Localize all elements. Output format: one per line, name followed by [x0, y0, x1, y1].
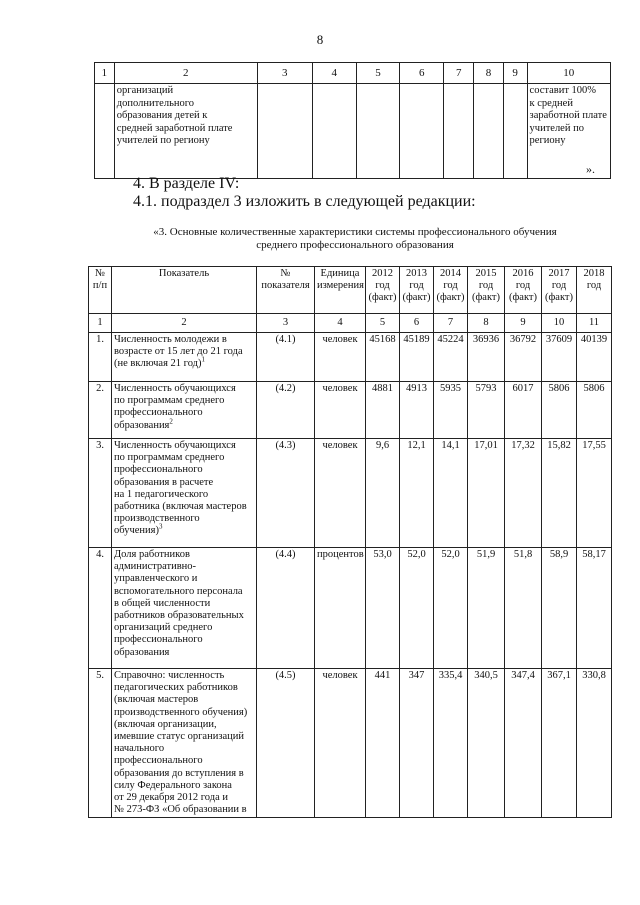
value-cell: 36792	[505, 333, 542, 382]
header-year: 2015 год (факт)	[468, 267, 505, 314]
indicator-cell	[112, 669, 257, 818]
indicator-cell	[112, 548, 257, 669]
col-number: 6	[400, 314, 434, 333]
value-cell: 53,0	[366, 548, 400, 669]
indicators-table	[88, 266, 612, 818]
header-year: 2012 год (факт)	[366, 267, 400, 314]
table-cell	[474, 84, 503, 179]
value-cell: 367,1	[542, 669, 577, 818]
code-cell: (4.1)	[257, 333, 315, 382]
subsection-heading: 4.1. подраздел 3 изложить в следующей редакции:	[133, 193, 476, 210]
header-unit: Единица измерения	[315, 267, 366, 314]
indicator-text: Численность обучающихся по программам среднего профессионального образования в расчете на 1 педагогического работника (включая мастеров производственного обучения)	[114, 440, 247, 537]
table-title-line: «3. Основные количественные характеристики системы профессионального обучения	[153, 226, 557, 238]
value-cell: 347,4	[505, 669, 542, 818]
row-num: 5.	[89, 669, 112, 818]
indicator-text: Справочно: численность педагогических работников (включая мастеров производственного обучения) (включая организации, имевшие статус организаций начального профессионального образования до вступления в силу Федерального закона от 29 декабря 2012 года и № 273-ФЗ «Об образовании в	[114, 670, 248, 816]
value-cell: 5793	[468, 382, 505, 439]
closing-quote: ».	[586, 162, 595, 176]
col-number: 1	[89, 314, 112, 333]
table-row	[89, 548, 612, 669]
table-row	[89, 382, 612, 439]
table1-col-number: 8	[474, 63, 503, 84]
value-cell: 441	[366, 669, 400, 818]
table1-col-number: 10	[527, 63, 610, 84]
section-heading: 4. В разделе IV:	[133, 175, 240, 192]
header-code: № показателя	[257, 267, 315, 314]
table-cell	[444, 84, 474, 179]
value-cell: 40139	[577, 333, 612, 382]
table-row	[95, 84, 611, 179]
header-num: № п/п	[89, 267, 112, 314]
value-cell: 340,5	[468, 669, 505, 818]
value-cell: 45224	[434, 333, 468, 382]
code-cell: (4.4)	[257, 548, 315, 669]
value-cell: 58,9	[542, 548, 577, 669]
table2-column-numbers	[89, 314, 612, 333]
col-number: 10	[542, 314, 577, 333]
table2-header-row	[89, 267, 612, 314]
unit-cell: человек	[315, 333, 366, 382]
value-cell: 52,0	[400, 548, 434, 669]
unit-cell: человек	[315, 382, 366, 439]
value-cell: 52,0	[434, 548, 468, 669]
value-cell: 51,9	[468, 548, 505, 669]
header-year: 2017 год (факт)	[542, 267, 577, 314]
value-cell: 335,4	[434, 669, 468, 818]
value-cell: 58,17	[577, 548, 612, 669]
page-number: 8	[316, 32, 324, 47]
value-cell: 15,82	[542, 439, 577, 548]
value-cell: 36936	[468, 333, 505, 382]
indicator-cell	[112, 382, 257, 439]
table1-col-number: 9	[503, 63, 527, 84]
header-indicator: Показатель	[112, 267, 257, 314]
footnote-ref: 3	[158, 522, 163, 531]
code-cell: (4.3)	[257, 439, 315, 548]
table-cell	[312, 84, 356, 179]
unit-cell: процентов	[315, 548, 366, 669]
table1-col-number: 7	[444, 63, 474, 84]
table-title	[120, 226, 590, 252]
table-title-line: среднего профессионального образования	[256, 239, 454, 251]
value-cell: 14,1	[434, 439, 468, 548]
value-cell: 51,8	[505, 548, 542, 669]
unit-cell: человек	[315, 439, 366, 548]
table1-col-number: 2	[114, 63, 257, 84]
header-year: 2016 год (факт)	[505, 267, 542, 314]
table-cell	[400, 84, 444, 179]
col-number: 9	[505, 314, 542, 333]
header-year: 2013 год (факт)	[400, 267, 434, 314]
row-num: 1.	[89, 333, 112, 382]
table1-col-number: 6	[400, 63, 444, 84]
code-cell: (4.2)	[257, 382, 315, 439]
indicator-cell	[112, 333, 257, 382]
row-num: 3.	[89, 439, 112, 548]
table1-col-number: 1	[95, 63, 115, 84]
col-number: 7	[434, 314, 468, 333]
value-cell: 330,8	[577, 669, 612, 818]
value-cell: 347	[400, 669, 434, 818]
value-cell: 45168	[366, 333, 400, 382]
table-row	[89, 333, 612, 382]
col-number: 11	[577, 314, 612, 333]
continued-table	[94, 62, 611, 179]
table-cell	[356, 84, 400, 179]
col-number: 4	[315, 314, 366, 333]
header-year: 2018 год	[577, 267, 612, 314]
indicator-text: Численность обучающихся по программам среднего профессионального образования	[114, 383, 236, 431]
value-cell: 5806	[542, 382, 577, 439]
col-number: 8	[468, 314, 505, 333]
table1-header-row	[95, 63, 611, 84]
value-cell: 17,32	[505, 439, 542, 548]
value-cell: 9,6	[366, 439, 400, 548]
table-cell	[257, 84, 312, 179]
value-cell: 45189	[400, 333, 434, 382]
row-num: 4.	[89, 548, 112, 669]
header-year: 2014 год (факт)	[434, 267, 468, 314]
indicator-cell	[112, 439, 257, 548]
col-number: 3	[257, 314, 315, 333]
table-row	[89, 439, 612, 548]
indicator-text: Доля работников административно- управленческого и вспомогательного персонала в общей численности работников образовательных организаций среднего профессионального образования	[114, 549, 244, 658]
value-cell: 4881	[366, 382, 400, 439]
indicator-text: Численность молодежи в возрасте от 15 лет до 21 года (не включая 21 год)	[114, 334, 243, 370]
value-cell: 5935	[434, 382, 468, 439]
table-cell	[503, 84, 527, 179]
table1-col-number: 3	[257, 63, 312, 84]
table1-col-number: 5	[356, 63, 400, 84]
unit-cell: человек	[315, 669, 366, 818]
footnote-ref: 2	[169, 417, 173, 426]
col-number: 2	[112, 314, 257, 333]
row-num: 2.	[89, 382, 112, 439]
footnote-ref: 1	[201, 355, 205, 364]
note-cell: составит 100% к средней заработной плате учителей по региону	[527, 84, 610, 179]
value-cell: 4913	[400, 382, 434, 439]
value-cell: 17,55	[577, 439, 612, 548]
value-cell: 5806	[577, 382, 612, 439]
table-cell	[95, 84, 115, 179]
value-cell: 12,1	[400, 439, 434, 548]
value-cell: 37609	[542, 333, 577, 382]
col-number: 5	[366, 314, 400, 333]
value-cell: 17,01	[468, 439, 505, 548]
table-row	[89, 669, 612, 818]
code-cell: (4.5)	[257, 669, 315, 818]
value-cell: 6017	[505, 382, 542, 439]
table1-col-number: 4	[312, 63, 356, 84]
indicator-cell: организаций дополнительного образования детей к средней заработной плате учителей по региону	[114, 84, 257, 179]
